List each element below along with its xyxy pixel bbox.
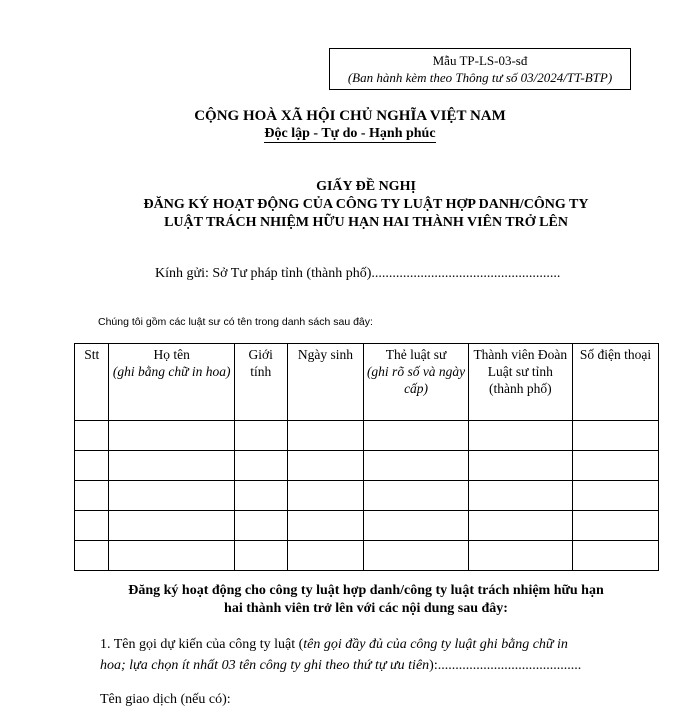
item1-line1 xyxy=(100,635,568,655)
table-row xyxy=(75,421,659,451)
table-cell xyxy=(468,541,572,571)
table-cell xyxy=(364,481,468,511)
form-code-box xyxy=(329,48,631,90)
table-cell xyxy=(364,541,468,571)
item1-hint-b: hoa; lựa chọn ít nhất 03 tên công ty ghi theo thứ tự ưu tiên xyxy=(100,658,430,673)
column-header-phone: Số điện thoại xyxy=(572,344,658,421)
item1-hint-a: tên gọi đầy đủ của công ty luật ghi bằng chữ in xyxy=(303,637,568,652)
country-name: CỘNG HOÀ XÃ HỘI CHỦ NGHĨA VIỆT NAM xyxy=(194,108,506,124)
table-cell xyxy=(75,511,109,541)
table-cell xyxy=(109,511,235,541)
column-hint-lawyer-card: (ghi rõ số và ngày cấp) xyxy=(366,364,466,396)
table-cell xyxy=(287,451,364,481)
trade-name-line: Tên giao dịch (nếu có): xyxy=(100,692,231,707)
table-header-row xyxy=(75,344,659,421)
table-cell xyxy=(109,421,235,451)
section-heading-line1: Đăng ký hoạt động cho công ty luật hợp danh/công ty luật trách nhiệm hữu hạn xyxy=(128,583,604,598)
table-cell xyxy=(468,511,572,541)
document-subtitle-line1: ĐĂNG KÝ HOẠT ĐỘNG CỦA CÔNG TY LUẬT HỢP DANH/CÔNG TY xyxy=(143,197,589,212)
table-row xyxy=(75,451,659,481)
table-cell xyxy=(572,421,658,451)
table-cell xyxy=(75,541,109,571)
table-cell xyxy=(234,511,287,541)
table-cell xyxy=(287,541,364,571)
members-table xyxy=(74,343,659,571)
table-cell xyxy=(287,481,364,511)
table-cell xyxy=(109,541,235,571)
table-cell xyxy=(234,541,287,571)
table-cell xyxy=(468,481,572,511)
national-motto-line xyxy=(0,126,700,142)
table-cell xyxy=(364,451,468,481)
intro-text: Chúng tôi gồm các luật sư có tên trong danh sách sau đây: xyxy=(98,316,373,328)
form-code: Mẫu TP-LS-03-sđ xyxy=(432,53,528,68)
column-header-gender: Giới tính xyxy=(234,344,287,421)
document-title: GIẤY ĐỀ NGHỊ xyxy=(316,179,416,194)
form-issued-note: (Ban hành kèm theo Thông tư số 03/2024/TT-BTP) xyxy=(347,70,613,85)
table-cell xyxy=(109,451,235,481)
table-row xyxy=(75,511,659,541)
table-row xyxy=(75,481,659,511)
table-cell xyxy=(572,541,658,571)
table-cell xyxy=(75,451,109,481)
table-cell xyxy=(75,481,109,511)
table-cell xyxy=(364,511,468,541)
section-heading-line2: hai thành viên trở lên với các nội dung sau đây: xyxy=(224,601,508,616)
table-row xyxy=(75,541,659,571)
column-header-bar-member: Thành viên Đoàn Luật sư tỉnh (thành phố) xyxy=(468,344,572,421)
item1-label: 1. Tên gọi dự kiến của công ty luật ( xyxy=(100,637,304,652)
table-cell xyxy=(109,481,235,511)
table-cell xyxy=(75,421,109,451)
document-subtitle-line2: LUẬT TRÁCH NHIỆM HỮU HẠN HAI THÀNH VIÊN TRỞ LÊN xyxy=(164,215,568,230)
table-cell xyxy=(234,421,287,451)
table-cell xyxy=(287,511,364,541)
table-cell xyxy=(364,421,468,451)
table-cell xyxy=(468,421,572,451)
table-cell xyxy=(468,451,572,481)
table-cell xyxy=(572,481,658,511)
column-header-stt: Stt xyxy=(75,344,109,421)
table-cell xyxy=(572,451,658,481)
recipient-line: Kính gửi: Sở Tư pháp tỉnh (thành phố)...................................................... xyxy=(155,266,561,281)
national-motto: Độc lập - Tự do - Hạnh phúc xyxy=(264,126,436,141)
item1-tail: ):......................................... xyxy=(429,658,582,673)
column-header-lawyer-card: Thẻ luật sư (ghi rõ số và ngày cấp) xyxy=(364,344,468,421)
column-header-birthdate: Ngày sinh xyxy=(287,344,364,421)
item1-line2 xyxy=(100,656,581,676)
table-cell xyxy=(572,511,658,541)
table-cell xyxy=(287,421,364,451)
column-hint-name: (ghi bằng chữ in hoa) xyxy=(112,364,231,379)
column-header-name: Họ tên (ghi bằng chữ in hoa) xyxy=(109,344,235,421)
table-cell xyxy=(234,451,287,481)
table-cell xyxy=(234,481,287,511)
